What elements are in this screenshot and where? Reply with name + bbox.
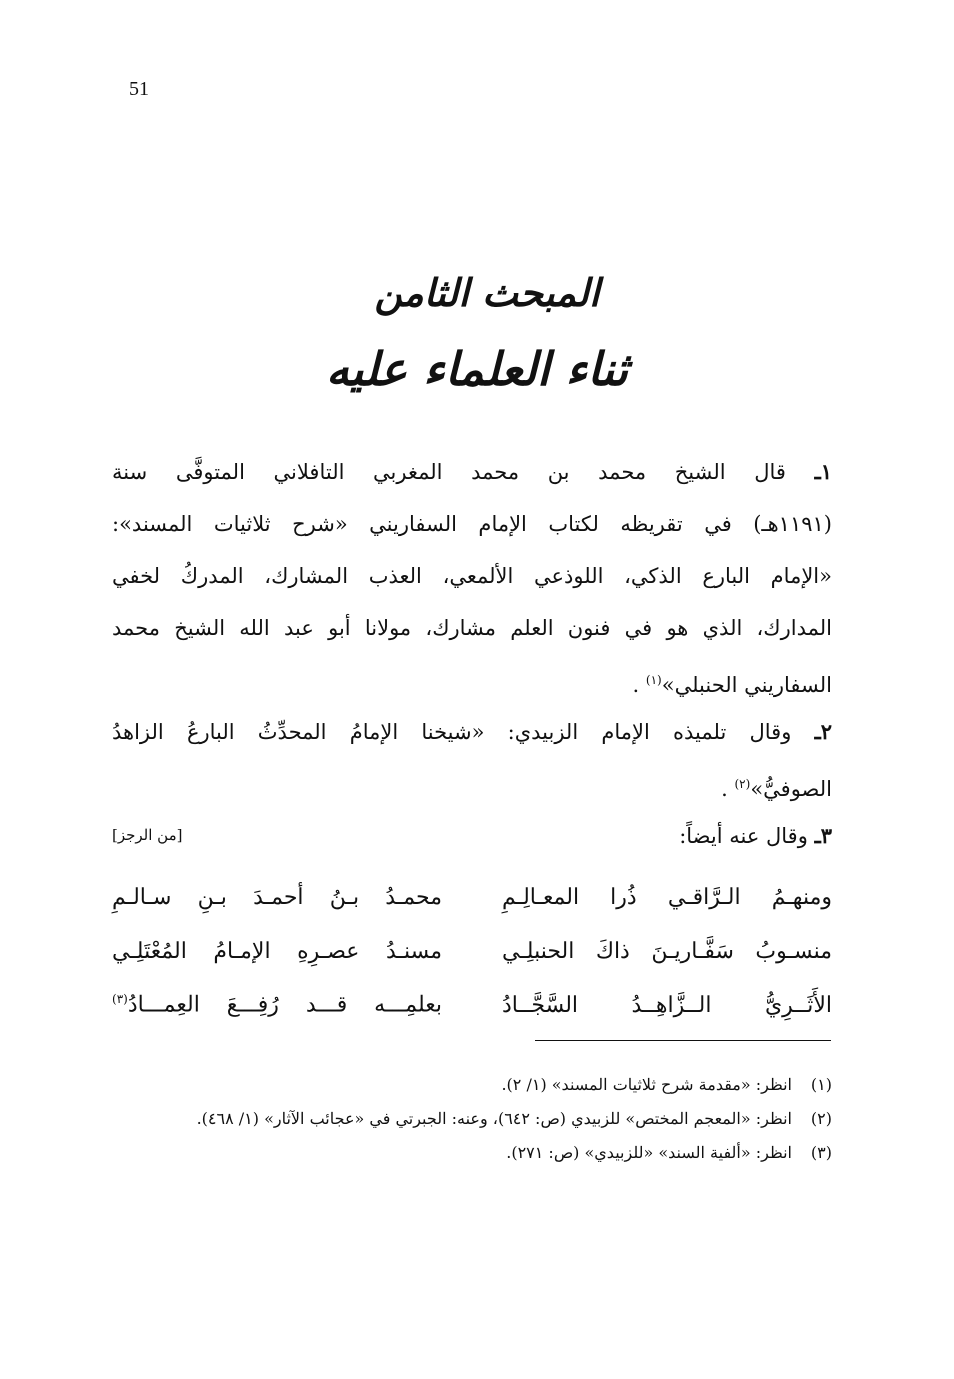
item-number: ٣ـ [814,823,832,848]
footnote-number: (٣) [810,1143,832,1162]
footnote [112,1102,832,1136]
footnote [112,1136,832,1170]
footnote [112,1068,832,1102]
verse-second-half [112,992,442,1017]
paragraph-line [112,810,832,862]
paragraph-line [112,654,832,711]
verse-second-half: مسنـدُ عصـرِهِ الإمـامُ المُعْتَلِـي [112,938,442,964]
section-subtitle: ثناء العلماء عليه [325,342,629,396]
footnote-ref: (١) [645,673,662,687]
line-text: وقال تلميذه الإمام الزبيدي: «شيخنا الإمامُ المحدِّثُ البارعُ الزاهدُ [112,720,792,744]
item-number: ١ـ [814,459,832,484]
paragraph-line [112,758,832,815]
paragraph-line: «الإمام البارع الذكي، اللوذعي الألمعي، العذب المشارك، المدركُ لخفي [112,564,832,588]
page-number: 51 [129,78,149,100]
footnote-divider [535,1040,831,1041]
paragraph-line [112,706,832,758]
verse-row [112,978,832,1032]
footnote-number: (١) [810,1075,832,1094]
paragraph-3 [112,810,832,862]
paragraph-2 [112,706,832,815]
poem [112,870,832,1032]
line-text: الصوفيُّ» [750,777,832,801]
footnotes [112,1068,832,1170]
verse-first-half: ومنهـمُ الـرَّاقـي ذُرا المعـالِـمِ [502,884,832,910]
verse-text: بعلمِـــه قـــد رُفِـــعَ العِمـــادُ [127,992,442,1018]
verse-row [112,870,832,924]
item-number: ٢ـ [814,719,832,744]
verse-second-half: محمـدُ بـنُ أحمـدَ بـنِ سـالـمِ [112,884,442,910]
section-title: المبحث الثامن [374,270,600,315]
footnote-number: (٢) [810,1109,832,1128]
verse-row [112,924,832,978]
footnote-text: انظر: «ألفية السند» «للزبيدي» (ص: ٢٧١). [506,1143,792,1162]
paragraph-line [112,446,832,498]
period: . [632,673,640,697]
footnote-text: انظر: «المعجم المختص» للزبيدي (ص: ٦٤٢)، وعنه: الجبرتي في «عجائب الآثار» (١/ ٤٦٨). [196,1109,792,1128]
paragraph-line: المدارك، الذي هو في فنون العلم مشارك، مولانا أبو عبد الله الشيخ محمد [112,616,832,640]
footnote-ref: (٢) [734,777,751,791]
line-text: قال الشيخ محمد بن محمد المغربي التافلاني المتوفَّى سنة [112,460,786,484]
meter-label: [من الرجز] [112,826,183,844]
period: . [721,777,728,801]
verse-first-half: الأَثَــرِيُّ الــزَّاهِــدُ السَّجَّــادُ [502,992,832,1018]
paragraph-line: (١١٩١هـ) في تقريظه لكتاب الإمام السفاريني «شرح ثلاثيات المسند»: [112,512,832,536]
line-text: وقال عنه أيضاً: [679,824,808,848]
footnote-ref: (٣) [112,992,128,1007]
footnote-text: انظر: «مقدمة شرح ثلاثيات المسند» (١/ ٢). [501,1075,792,1094]
paragraph-1 [112,446,832,711]
verse-first-half: منسـوبُ سَفَّـاريـنَ ذاكَ الحنبلِـي [502,938,832,964]
line-text: السفاريني الحنبلي» [661,673,832,697]
